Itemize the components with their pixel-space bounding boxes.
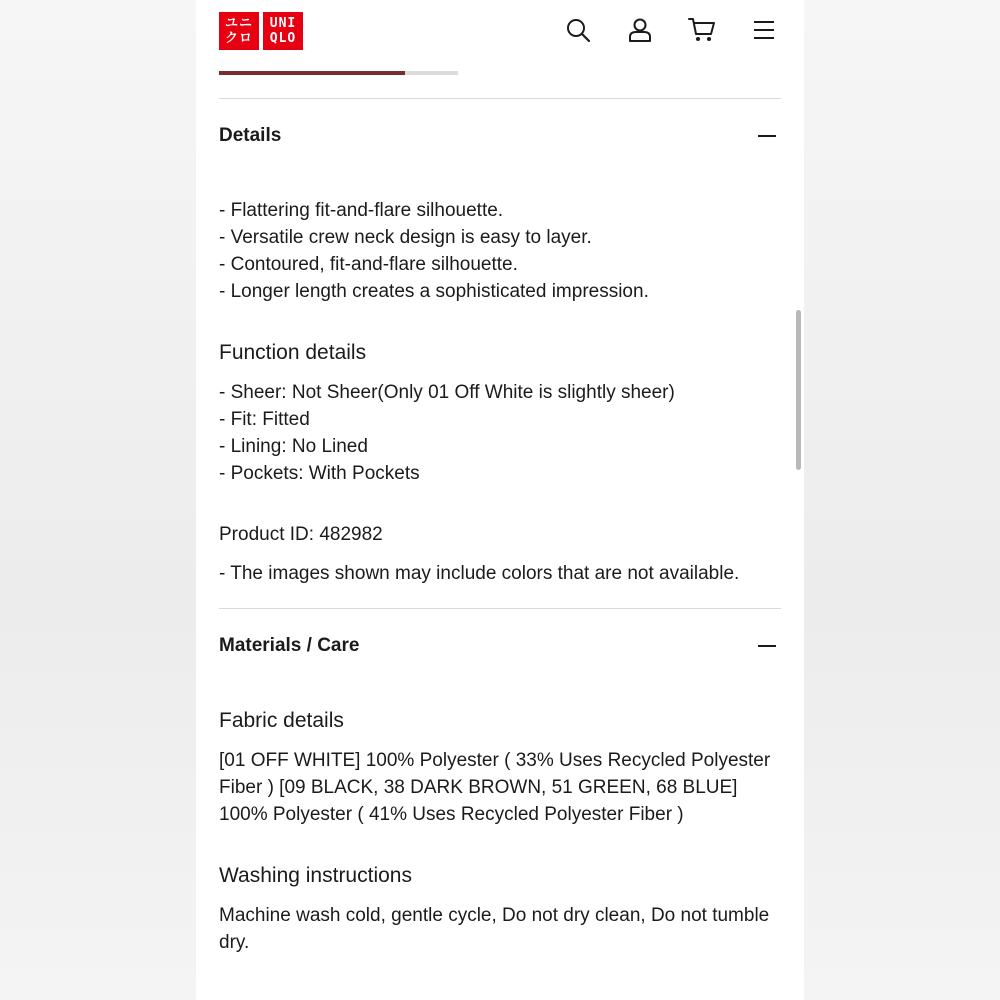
logo-katakana-line-2: クロ bbox=[224, 31, 253, 46]
list-item: - Contoured, fit-and-flare silhouette. bbox=[219, 254, 518, 275]
backdrop-left bbox=[0, 0, 196, 1000]
uniqlo-logo[interactable] bbox=[219, 12, 303, 50]
account-icon[interactable] bbox=[626, 16, 654, 44]
logo-katakana-line-1: ユニ bbox=[224, 16, 253, 31]
page-scrollbar[interactable] bbox=[796, 310, 801, 470]
list-item: - Versatile crew neck design is easy to layer. bbox=[219, 227, 592, 248]
cart-icon[interactable] bbox=[688, 16, 716, 44]
list-item: - Longer length creates a sophisticated impression. bbox=[219, 281, 649, 302]
minus-icon[interactable] bbox=[757, 636, 777, 656]
fabric-details-heading: Fabric details bbox=[219, 709, 344, 732]
logo-block-katakana bbox=[219, 12, 259, 50]
details-title: Details bbox=[219, 125, 282, 146]
divider bbox=[219, 98, 781, 99]
washing-instructions-text: Machine wash cold, gentle cycle, Do not dry clean, Do not tumble dry. bbox=[219, 905, 770, 953]
menu-icon[interactable] bbox=[750, 16, 778, 44]
image-carousel-progress-fill bbox=[219, 71, 405, 75]
function-details-list bbox=[219, 379, 784, 487]
product-id-text: Product ID: 482982 bbox=[219, 524, 383, 545]
details-bullets bbox=[219, 197, 784, 305]
minus-icon[interactable] bbox=[757, 126, 777, 146]
logo-block-latin bbox=[263, 12, 303, 50]
list-item: - Flattering fit-and-flare silhouette. bbox=[219, 200, 504, 221]
header-actions bbox=[564, 16, 778, 44]
product-id bbox=[219, 521, 784, 548]
search-icon[interactable] bbox=[564, 16, 592, 44]
color-availability-note bbox=[219, 560, 784, 587]
site-header bbox=[196, 0, 804, 62]
function-details-heading: Function details bbox=[219, 341, 367, 364]
materials-title: Materials / Care bbox=[219, 635, 360, 656]
logo-latin-line-2: QLO bbox=[269, 31, 297, 46]
list-item: - Pockets: With Pockets bbox=[219, 463, 420, 484]
list-item: - Lining: No Lined bbox=[219, 436, 368, 457]
list-item: - Fit: Fitted bbox=[219, 409, 310, 430]
divider bbox=[219, 608, 781, 609]
list-item: - Sheer: Not Sheer(Only 01 Off White is slightly sheer) bbox=[219, 382, 675, 403]
image-carousel-progress bbox=[219, 71, 458, 75]
product-page bbox=[196, 0, 804, 1000]
note-text: - The images shown may include colors that are not available. bbox=[219, 563, 740, 584]
materials-accordion-header[interactable] bbox=[219, 631, 781, 661]
logo-latin-line-1: UNI bbox=[269, 16, 297, 31]
details-accordion-header[interactable] bbox=[219, 121, 781, 151]
fabric-details-text: [01 OFF WHITE] 100% Polyester ( 33% Uses Recycled Polyester Fiber ) [09 BLACK, 38 DARK BROWN, 51 GREEN, 68 BLUE] 100% Polyester ( 41% Uses Recycled Polyester Fiber ) bbox=[219, 750, 771, 825]
backdrop-right bbox=[804, 0, 1000, 1000]
washing-instructions-heading: Washing instructions bbox=[219, 864, 412, 887]
